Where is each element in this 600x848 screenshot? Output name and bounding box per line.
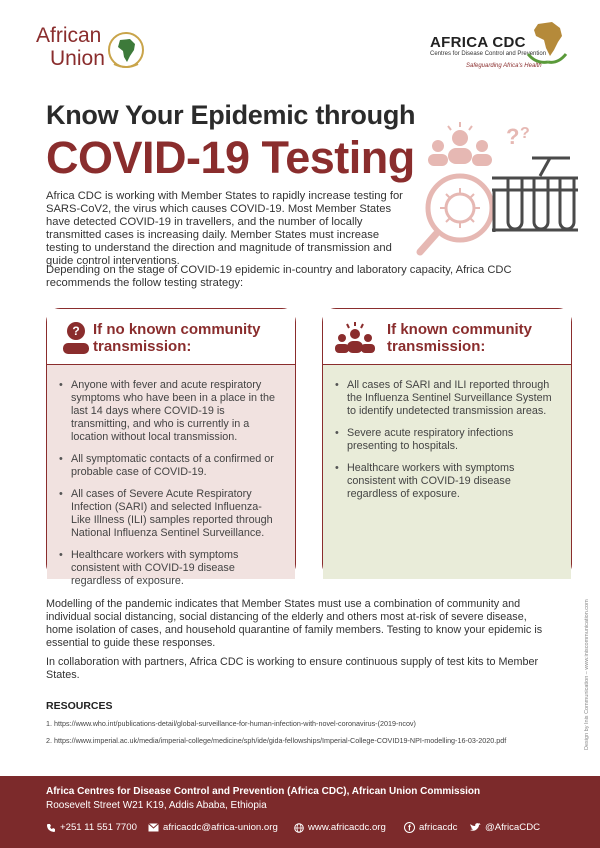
list-item: • Anyone with fever and acute respiratory symptoms who have been in a place in the last 14 days where COVID-19 is transmitting, and who is currently in a location without local transmission. bbox=[71, 379, 281, 444]
footer bbox=[0, 776, 600, 848]
design-credit bbox=[584, 590, 596, 760]
au-logo-line2: Union bbox=[50, 47, 105, 70]
svg-text:?: ? bbox=[72, 324, 80, 338]
footer-website[interactable] bbox=[294, 822, 386, 833]
box-title: If known community transmission: bbox=[387, 321, 533, 355]
cdc-logo-title: AFRICA CDC bbox=[430, 34, 526, 51]
footer-email-text: africacdc@africa-union.org bbox=[163, 822, 278, 833]
cdc-logo-tagline: Safeguarding Africa's Health bbox=[466, 63, 542, 69]
box-body bbox=[47, 365, 295, 587]
footer-facebook-text: africacdc bbox=[419, 822, 458, 833]
modelling-paragraph: Modelling of the pandemic indicates that Member States must use a combination of community and individual social distancing, social distancing of the elderly and others most at-risk of severe disease, home isolation of cases, and household quarantine of family members. Testing to know your epidemic is essential to guide these responses. bbox=[46, 598, 543, 649]
covid-testing-illustration-icon bbox=[410, 118, 580, 258]
criteria-list bbox=[47, 365, 295, 588]
globe-icon bbox=[294, 823, 304, 833]
au-logo-line1: African bbox=[36, 24, 102, 47]
intro-paragraph-2: Depending on the stage of COVID-19 epidemic in-country and laboratory capacity, Africa CDC recommends the follow testing strategy: bbox=[46, 264, 512, 289]
criteria-list bbox=[323, 365, 571, 501]
community-group-icon bbox=[333, 321, 377, 355]
intro-paragraph-1: Africa CDC is working with Member States to rapidly increase testing for SARS-CoV2, the virus which causes COVID-19. Most Member States have detected COVID-19 in travellers, and the number of locally transmitted cases is increasing daily. Member States must increase testing to understand the direction and magnitude of transmission and guide control interventions. bbox=[46, 190, 403, 267]
footer-email[interactable] bbox=[148, 822, 278, 833]
box-header bbox=[47, 309, 295, 365]
no-community-transmission-box bbox=[46, 308, 296, 587]
resource-link-2[interactable]: 2. https://www.imperial.ac.uk/media/imperial-college/medicine/sph/ide/gida-fellowships/Imperial-College-COVID19-NPI-modelling-16-03-2020.pdf bbox=[46, 736, 507, 745]
list-item: • All cases of Severe Acute Respiratory Infection (SARI) and selected Influenza-Like Illness (ILI) samples reported through National Influenza Sentinel Surveillance. bbox=[71, 488, 281, 540]
phone-icon bbox=[46, 823, 56, 833]
resources-heading: RESOURCES bbox=[46, 700, 113, 712]
footer-phone[interactable] bbox=[46, 822, 137, 833]
africa-map-icon bbox=[106, 30, 146, 70]
box-body bbox=[323, 365, 571, 579]
person-question-icon bbox=[59, 321, 93, 355]
footer-facebook[interactable] bbox=[404, 822, 457, 833]
twitter-icon bbox=[470, 823, 481, 832]
footer-phone-text: +251 11 551 7700 bbox=[60, 822, 137, 833]
svg-text:?: ? bbox=[506, 124, 520, 149]
footer-website-text: www.africacdc.org bbox=[308, 822, 386, 833]
box-title: If no known community transmission: bbox=[93, 321, 261, 355]
list-item: • Severe acute respiratory infections presenting to hospitals. bbox=[347, 427, 557, 453]
box-header bbox=[323, 309, 571, 365]
africa-cdc-logo bbox=[430, 18, 580, 76]
footer-organization: Africa Centres for Disease Control and Prevention (Africa CDC), African Union Commission bbox=[46, 786, 481, 797]
collaboration-paragraph: In collaboration with partners, Africa CDC is working to ensure continuous supply of test kits to Member States. bbox=[46, 656, 539, 681]
svg-text:?: ? bbox=[520, 125, 530, 142]
svg-text:f: f bbox=[408, 823, 411, 833]
list-item: • Healthcare workers with symptoms consistent with COVID-19 disease regardless of exposure. bbox=[347, 462, 557, 501]
header bbox=[0, 0, 600, 90]
known-community-transmission-box bbox=[322, 308, 572, 578]
africa-map-hands-icon bbox=[522, 18, 572, 68]
cdc-logo-subtitle: Centres for Disease Control and Prevention bbox=[430, 51, 547, 57]
footer-address: Roosevelt Street W21 K19, Addis Ababa, Ethiopia bbox=[46, 800, 267, 811]
facebook-icon bbox=[404, 822, 415, 833]
au-logo-text bbox=[36, 24, 105, 70]
resource-link-1[interactable]: 1. https://www.who.int/publications-detail/global-surveillance-for-human-infection-with-novel-coronavirus-(2019-ncov) bbox=[46, 719, 416, 728]
footer-twitter[interactable] bbox=[470, 822, 540, 833]
footer-contacts bbox=[46, 822, 566, 838]
african-union-logo bbox=[36, 24, 156, 80]
footer-twitter-text: @AfricaCDC bbox=[485, 822, 541, 833]
page-title-line1: Know Your Epidemic through bbox=[46, 100, 416, 130]
list-item: • All cases of SARI and ILI reported through the Influenza Sentinel Surveillance System to identify undetected transmission areas. bbox=[347, 379, 557, 418]
list-item: • All symptomatic contacts of a confirmed or probable case of COVID-19. bbox=[71, 453, 281, 479]
email-icon bbox=[148, 823, 159, 832]
page-title-line2: COVID-19 Testing bbox=[46, 132, 415, 183]
list-item: • Healthcare workers with symptoms consistent with COVID-19 disease regardless of exposure. bbox=[71, 549, 281, 588]
design-credit-text: Design by Inis Communication – www.iniscommunication.com bbox=[584, 599, 590, 750]
